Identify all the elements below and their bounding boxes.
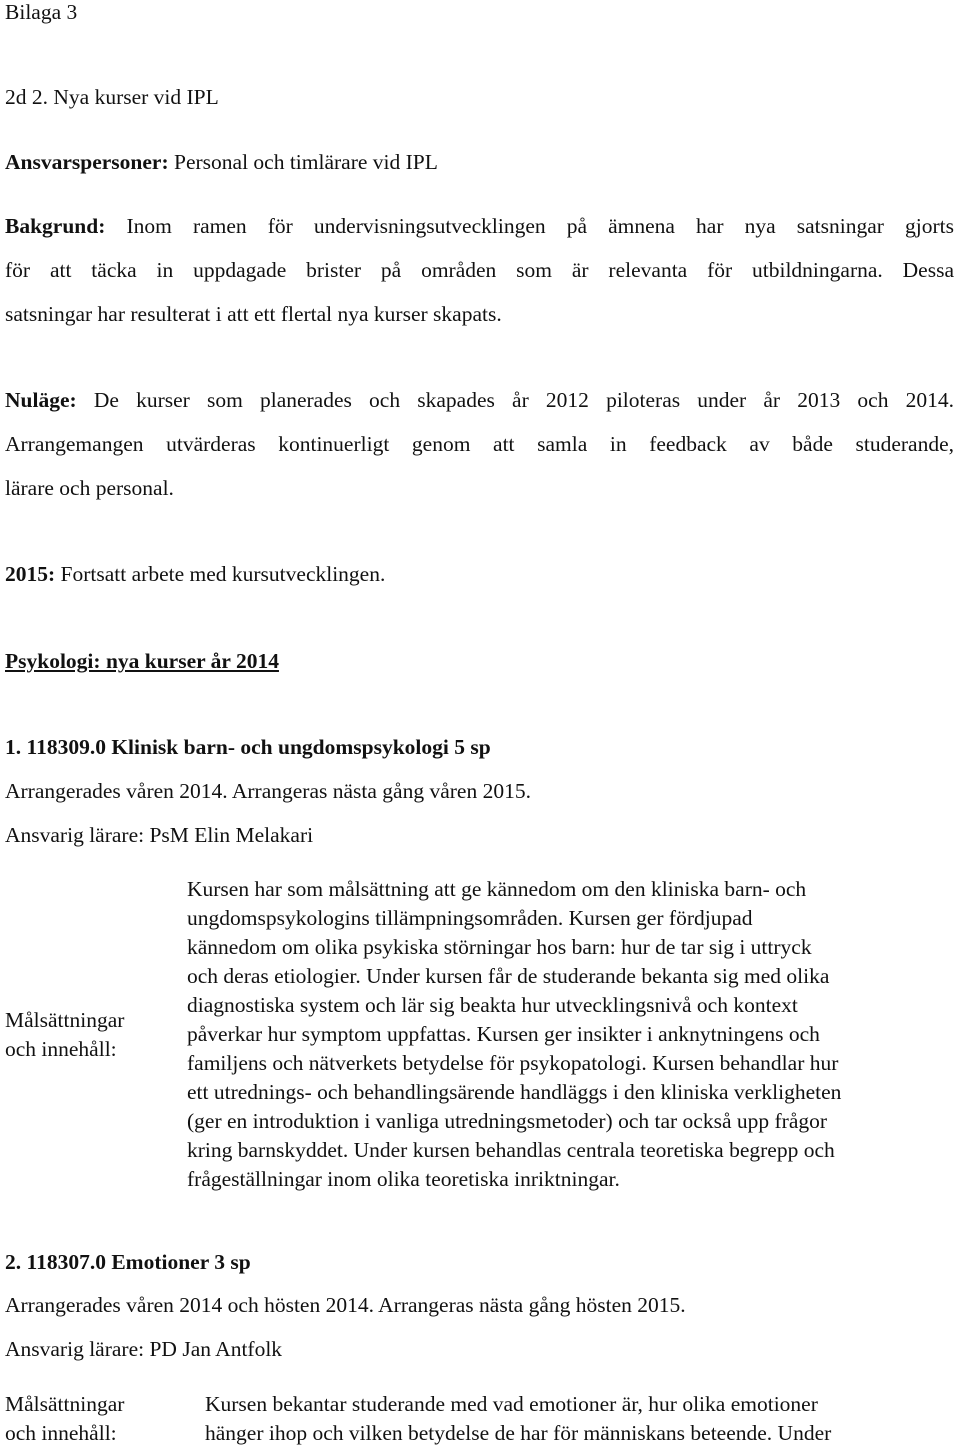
- course-1-goals-label-1: Målsättningar: [5, 1008, 125, 1032]
- current-line-3: lärare och personal.: [5, 476, 174, 500]
- course-2-arranged: Arrangerades våren 2014 och hösten 2014. Arrangeras nästa gång hösten 2015.: [5, 1293, 686, 1317]
- course-1-desc-line: kring barnskyddet. Under kursen behandlas centrala teoretiska begrepp och: [187, 1138, 835, 1162]
- course-1-desc-line: (ger en introduktion i vanliga utredningsmetoder) och tar också upp frågor: [187, 1109, 828, 1133]
- plan-2015-label: 2015:: [5, 562, 56, 586]
- course-1-desc-line: kännedom om olika psykiska störningar hos barn: hur de tar sig i uttryck: [187, 935, 812, 959]
- course-2-goals-label-2: och innehåll:: [5, 1421, 117, 1445]
- responsible-persons: [5, 150, 954, 175]
- current-line-1: [5, 388, 954, 413]
- course-2-goals-label-1: Målsättningar: [5, 1392, 125, 1416]
- course-1-arranged: Arrangerades våren 2014. Arrangeras nästa gång våren 2015.: [5, 779, 531, 803]
- course-2-desc-line: Kursen bekantar studerande med vad emotioner är, hur olika emotioner: [205, 1392, 818, 1416]
- responsible-label: Ansvarspersoner:: [5, 150, 169, 174]
- current-label: Nuläge:: [5, 388, 77, 412]
- background-label: Bakgrund:: [5, 214, 106, 238]
- course-1-desc-line: ett utrednings- och behandlingsärende handläggs i den kliniska verkligheten: [187, 1080, 842, 1104]
- course-2-title: [5, 1250, 954, 1275]
- responsible-text: Personal och timlärare vid IPL: [168, 150, 438, 174]
- course-2-description: [205, 1390, 945, 1448]
- course-1-desc-line: diagnostiska system och lär sig beakta hur utvecklingsnivå och kontext: [187, 993, 798, 1017]
- section-title: 2d 2. Nya kurser vid IPL: [5, 85, 219, 109]
- subheading-psychology: [5, 649, 954, 674]
- course-1-desc-line: och deras etiologier. Under kursen får de studerande bekanta sig med olika: [187, 964, 830, 988]
- background-line-1: [5, 214, 954, 239]
- current-line-2: Arrangemangen utvärderas kontinuerligt genom att samla in feedback av både studerande,: [5, 432, 954, 456]
- appendix-label: Bilaga 3: [5, 0, 78, 24]
- background-line-2: för att täcka in uppdagade brister på områden som är relevanta för utbildningarna. Dessa: [5, 258, 954, 282]
- background-line-3: satsningar har resulterat i att ett flertal nya kurser skapats.: [5, 302, 502, 326]
- course-1-title-text: 1. 118309.0 Klinisk barn- och ungdomspsykologi 5 sp: [5, 735, 491, 759]
- course-1-desc-line: ungdomspsykologins tillämpningsområden. Kursen ger fördjupad: [187, 906, 753, 930]
- course-1-desc-line: Kursen har som målsättning att ge kännedom om den kliniska barn- och: [187, 877, 807, 901]
- course-1-desc-line: frågeställningar inom olika teoretiska inriktningar.: [187, 1167, 620, 1191]
- course-2-title-text: 2. 118307.0 Emotioner 3 sp: [5, 1250, 251, 1274]
- background-text-1: Inom ramen för undervisningsutvecklingen på ämnena har nya satsningar gjorts: [105, 214, 954, 238]
- course-2-desc-line: hänger ihop och vilken betydelse de har för människans beteende. Under: [205, 1421, 832, 1445]
- course-1-goals-label-2: och innehåll:: [5, 1037, 117, 1061]
- plan-2015: [5, 562, 954, 587]
- course-2-teacher: Ansvarig lärare: PD Jan Antfolk: [5, 1337, 283, 1361]
- course-1-title: [5, 735, 954, 760]
- plan-2015-text: Fortsatt arbete med kursutvecklingen.: [55, 562, 386, 586]
- course-1-desc-line: familjens och nätverkets betydelse för psykopatologi. Kursen behandlar hur: [187, 1051, 839, 1075]
- subheading-text: Psykologi: nya kurser år 2014: [5, 649, 279, 673]
- current-text-1: De kurser som planerades och skapades år 2012 piloteras under år 2013 och 2014.: [76, 388, 954, 412]
- course-1-desc-line: påverkar hur symptom uppfattas. Kursen ger insikter i anknytningens och: [187, 1022, 820, 1046]
- course-1-description: [187, 875, 927, 1194]
- course-1-teacher: Ansvarig lärare: PsM Elin Melakari: [5, 823, 314, 847]
